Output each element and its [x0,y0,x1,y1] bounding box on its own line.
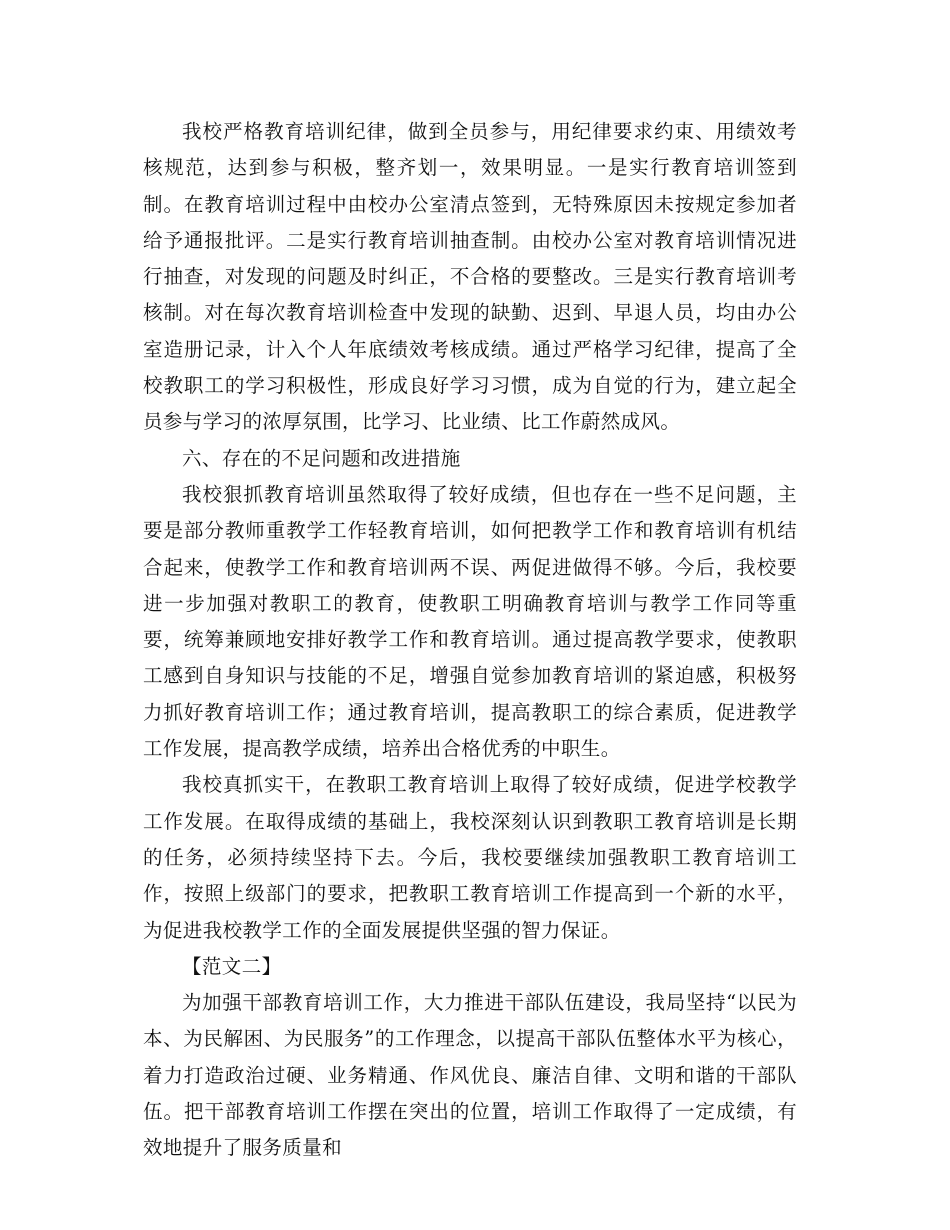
paragraph-conclusion: 我校真抓实干，在教职工教育培训上取得了较好成绩，促进学校教学工作发展。在取得成绩的基础上，我校深刻认识到教职工教育培训是长期的任务，必须持续坚持下去。今后，我校要继续加强教职工教育培训工作，按照上级部门的要求，把教职工教育培训工作提高到一个新的水平，为促进我校教学工作的全面发展提供坚强的智力保证。 [143,773,797,942]
paragraph-shortcomings: 我校狠抓教育培训虽然取得了较好成绩，但也存在一些不足问题，主要是部分教师重教学工作轻教育培训，如何把教学工作和教育培训有机结合起来，使教学工作和教育培训两不误、两促进做得不够。今后，我校要进一步加强对教职工的教育，使教职工明确教育培训与教学工作同等重要，统筹兼顾地安排好教学工作和教育培训。通过提高教学要求，使教职工感到自身知识与技能的不足，增强自觉参加教育培训的紧迫感，积极努力抓好教育培训工作；通过教育培训，提高教职工的综合素质，促进教学工作发展，提高教学成绩，培养出合格优秀的中职生。 [143,482,797,761]
paragraph-discipline: 我校严格教育培训纪律，做到全员参与，用纪律要求约束、用绩效考核规范，达到参与积极，整齐划一，效果明显。一是实行教育培训签到制。在教育培训过程中由校办公室清点签到，无特殊原因未按规定参加者给予通报批评。二是实行教育培训抽查制。由校办公室对教育培训情况进行抽查，对发现的问题及时纠正，不合格的要整改。三是实行教育培训考核制。对在每次教育培训检查中发现的缺勤、迟到、早退人员，均由办公室造册记录，计入个人年底绩效考核成绩。通过严格学习纪律，提高了全校教职工的学习积极性，形成良好学习习惯，成为自觉的行为，建立起全员参与学习的浓厚氛围，比学习、比业绩、比工作蔚然成风。 [143,120,797,434]
section-heading-shortcomings: 六、存在的不足问题和改进措施 [182,446,461,470]
section-heading-sample-two: 【范文二】 [182,954,282,978]
paragraph-sample-two-intro: 为加强干部教育培训工作，大力推进干部队伍建设，我局坚持“以民为本、为民解困、为民服务”的工作理念，以提高干部队伍整体水平为核心，着力打造政治过硬、业务精通、作风优良、廉洁自律、文明和谐的干部队伍。把干部教育培训工作摆在突出的位置，培训工作取得了一定成绩，有效地提升了服务质量和 [143,991,797,1160]
